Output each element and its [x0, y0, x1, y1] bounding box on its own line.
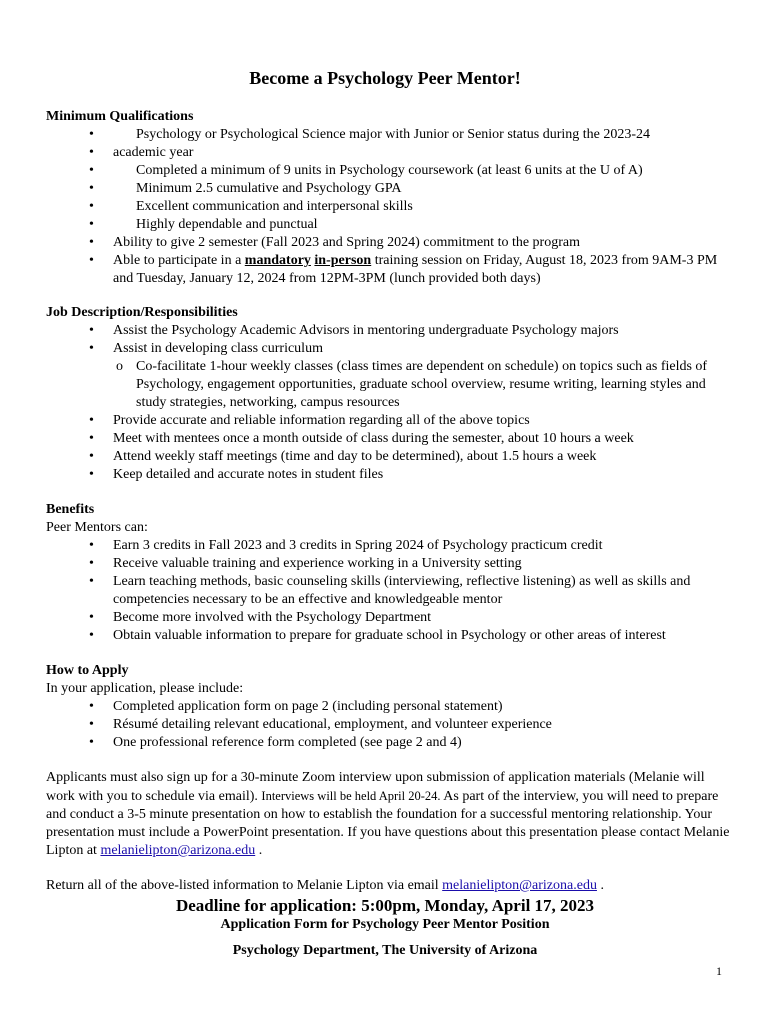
list-item: • Psychology or Psychological Science major with Junior or Senior status during the 2023-24: [46, 126, 736, 144]
sub-list-item: o Co-facilitate 1-hour weekly classes (class times are dependent on schedule) on topics such as fields of Psychology, engagement opportunities, graduate school overview, resume writing, learning styles and study strategies, networking, campus resources: [113, 358, 736, 412]
interview-dates-note: Interviews will be held April 20-24.: [261, 789, 441, 803]
list-item: • Attend weekly staff meetings (time and day to be determined), about 1.5 hours a week: [46, 448, 736, 466]
benefits-section: [46, 501, 736, 645]
page-number: 1: [716, 964, 722, 978]
apply-list: [46, 698, 736, 752]
list-item: • Résumé detailing relevant educational, employment, and volunteer experience: [46, 716, 736, 734]
list-item: • Completed application form on page 2 (including personal statement): [46, 698, 736, 716]
return-email-link[interactable]: melanielipton@arizona.edu: [442, 878, 597, 893]
list-item: • Highly dependable and punctual: [46, 216, 736, 234]
apply-heading: How to Apply: [46, 663, 129, 678]
mandatory-emphasis: mandatory: [244, 253, 311, 268]
department-title: Psychology Department, The University of Arizona: [232, 943, 538, 958]
list-item: • Meet with mentees once a month outside of class during the semester, about 10 hours a week: [46, 430, 736, 448]
list-item: • Provide accurate and reliable information regarding all of the above topics: [46, 412, 736, 430]
email-link[interactable]: melanielipton@arizona.edu: [100, 843, 256, 858]
interview-paragraph: Applicants must also sign up for a 30-minute Zoom interview upon submission of application materials (Melanie will work with you to schedule via email). Interviews will be held April 20-24. As part of the interview, you will need to prepare and conduct a 3-5 minute presentation on how to establish the foundation for a successful mentoring relationship. Your presentation must include a PowerPoint presentation. If you have questions about this presentation please contact Melanie Lipton at melanielipton@arizona.edu .: [46, 770, 730, 858]
list-item: • Excellent communication and interpersonal skills: [46, 198, 736, 216]
list-item: • Earn 3 credits in Fall 2023 and 3 credits in Spring 2024 of Psychology practicum credit: [46, 537, 736, 555]
list-item: • Completed a minimum of 9 units in Psychology coursework (at least 6 units at the U of A): [46, 162, 736, 180]
benefits-heading: Benefits: [46, 502, 95, 517]
list-item: • Receive valuable training and experience working in a University setting: [46, 555, 736, 573]
list-item-continuation: • academic year: [46, 144, 736, 162]
job-list: [46, 322, 736, 484]
deadline-text: Deadline for application: 5:00pm, Monday, April 17, 2023: [175, 896, 595, 915]
job-heading: Job Description/Responsibilities: [46, 305, 238, 320]
benefits-list: [46, 537, 736, 645]
list-item: • Assist in developing class curriculum o Co-facilitate 1-hour weekly classes (class times are dependent on schedule) on topics such as fields of Psychology, engagement opportunities, graduate school overview, resume writing, learning styles and study strategies, networking, campus resources: [46, 340, 736, 412]
list-item: • Learn teaching methods, basic counseling skills (interviewing, reflective listening) as well as skills and competencies necessary to be an effective and knowledgeable mentor: [46, 573, 736, 609]
page-title: Become a Psychology Peer Mentor!: [249, 68, 521, 88]
list-item: • Keep detailed and accurate notes in student files: [46, 466, 736, 484]
in-person-emphasis: in-person: [314, 253, 372, 268]
list-item: • Minimum 2.5 cumulative and Psychology GPA: [46, 180, 736, 198]
apply-section: [46, 662, 736, 752]
return-line: Return all of the above-listed information to Melanie Lipton via email melanielipton@arizona.edu .: [46, 878, 604, 893]
list-item: • Obtain valuable information to prepare for graduate school in Psychology or other areas of interest: [46, 627, 736, 645]
qualifications-heading: Minimum Qualifications: [46, 109, 194, 124]
qualifications-section: [46, 108, 736, 288]
apply-intro: In your application, please include:: [46, 681, 244, 696]
qualifications-list: [46, 126, 736, 288]
benefits-intro: Peer Mentors can:: [46, 520, 148, 535]
job-sublist: [113, 358, 736, 412]
list-item-training: • Able to participate in a mandatory in-person training session on Friday, August 18, 2023 from 9AM-3 PM and Tuesday, January 12, 2024 from 12PM-3PM (lunch provided both days): [46, 252, 736, 288]
list-item: • Ability to give 2 semester (Fall 2023 and Spring 2024) commitment to the program: [46, 234, 736, 252]
list-item: • One professional reference form completed (see page 2 and 4): [46, 734, 736, 752]
list-item: • Become more involved with the Psychology Department: [46, 609, 736, 627]
list-item: • Assist the Psychology Academic Advisors in mentoring undergraduate Psychology majors: [46, 322, 736, 340]
application-form-title: Application Form for Psychology Peer Mentor Position: [220, 917, 550, 932]
job-section: [46, 304, 736, 484]
